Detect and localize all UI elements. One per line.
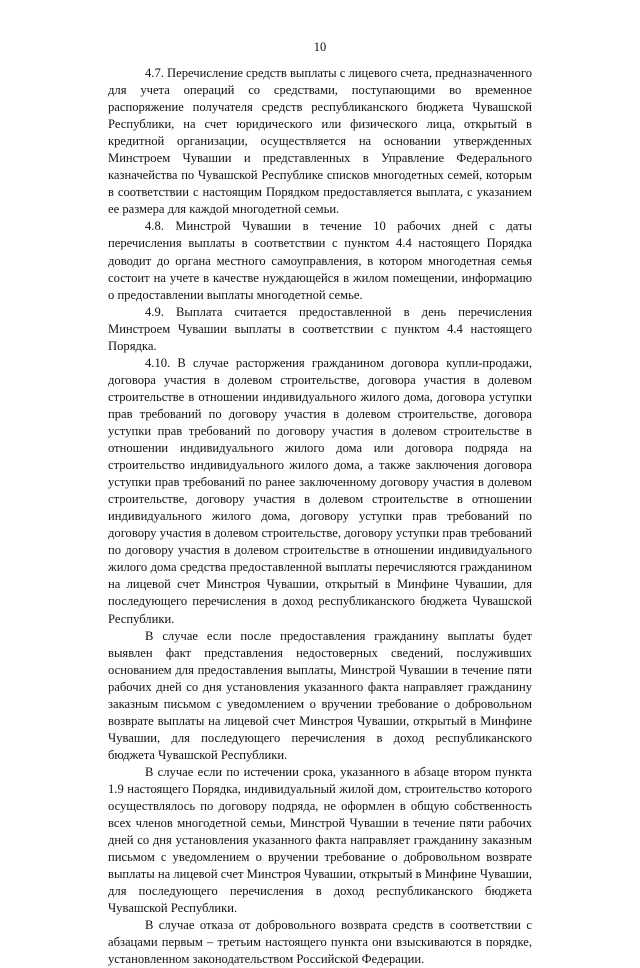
- paragraph-4-10: 4.10. В случае расторжения гражданином договора купли-продажи, договора участия в долевом строительстве, договора участия в долевом строительстве в отношении индивидуального жилого дома, договора уступки прав требований по договору участия в долевом строительстве, договора уступки прав требований по договору участия в долевом строительстве в отношении индивидуального жилого дома или договора подряда на строительство индивидуального жилого дома, а также заключения договора уступки прав требований по ранее заключенному договору участия в долевом строительстве, договору участия в долевом строительстве в отношении индивидуального жилого дома, договору уступки прав требований по договору участия в долевом строительстве, договору уступки прав требований по договору участия в долевом строительстве в отношении индивидуального жилого дома средства предоставленной выплаты перечисляются гражданином на лицевой счет Минстроя Чувашии, открытый в Минфине Чувашии, для последующего перечисления в доход республиканского бюджета Чувашской Республики.: [108, 355, 532, 626]
- page-number: 10: [313, 40, 327, 54]
- paragraph-4-9: 4.9. Выплата считается предоставленной в день перечисления Минстроем Чувашии выплаты в соответствии с пунктом 4.4 настоящего Порядка.: [108, 304, 532, 353]
- paragraph-refusal-recovery: В случае отказа от добровольного возврата средств в соответствии с абзацами первым – третьим настоящего пункта они взыскиваются в порядке, установленном законодательством Российской Федерации.: [108, 918, 532, 967]
- paragraph-ownership-refund: В случае если по истечении срока, указанного в абзаце втором пункта 1.9 настоящего Порядка, индивидуальный жилой дом, строительство которого осуществлялось по договору подряда, не оформлен в общую собственность всех членов многодетной семьи, Минстрой Чувашии в течение пяти рабочих дней со дня установления указанного факта направляет гражданину заказным письмом с уведомлением о вручении требование о добровольном возврате выплаты на лицевой счет Минстроя Чувашии, открытый в Минфине Чувашии, для последующего перечисления в доход республиканского бюджета Чувашской Республики.: [108, 764, 532, 916]
- paragraph-false-info-refund: В случае если после предоставления гражданину выплаты будет выявлен факт представления недостоверных сведений, послуживших основанием для предоставления выплаты, Минстрой Чувашии в течение пяти рабочих дней со дня установления указанного факта направляет гражданину заказным письмом с уведомлением о вручении требование о добровольном возврате выплаты на лицевой счет Минстроя Чувашии, открытый в Минфине Чувашии, для последующего перечисления в доход республиканского бюджета Чувашской Республики.: [108, 628, 532, 762]
- paragraph-4-8: 4.8. Минстрой Чувашии в течение 10 рабочих дней с даты перечисления выплаты в соответствии с пунктом 4.4 настоящего Порядка доводит до органа местного самоуправления, в котором многодетная семья состоит на учете в качестве нуждающейся в жилом помещении, информацию о предоставлении выплаты многодетной семье.: [108, 219, 532, 302]
- paragraph-4-7: 4.7. Перечисление средств выплаты с лицевого счета, предназначенного для учета операций со средствами, поступающими во временное распоряжение получателя средств республиканского бюджета Чувашской Республики, на счет юридического или физического лица, открытый в кредитной организации, осуществляется на основании утвержденных Минстроем Чувашии и представленных в Управление Федерального казначейства по Чувашской Республике списков многодетных семей, которым в соответствии с настоящим Порядком предоставляется выплата, с указанием ее размера для каждой многодетной семьи.: [108, 66, 532, 217]
